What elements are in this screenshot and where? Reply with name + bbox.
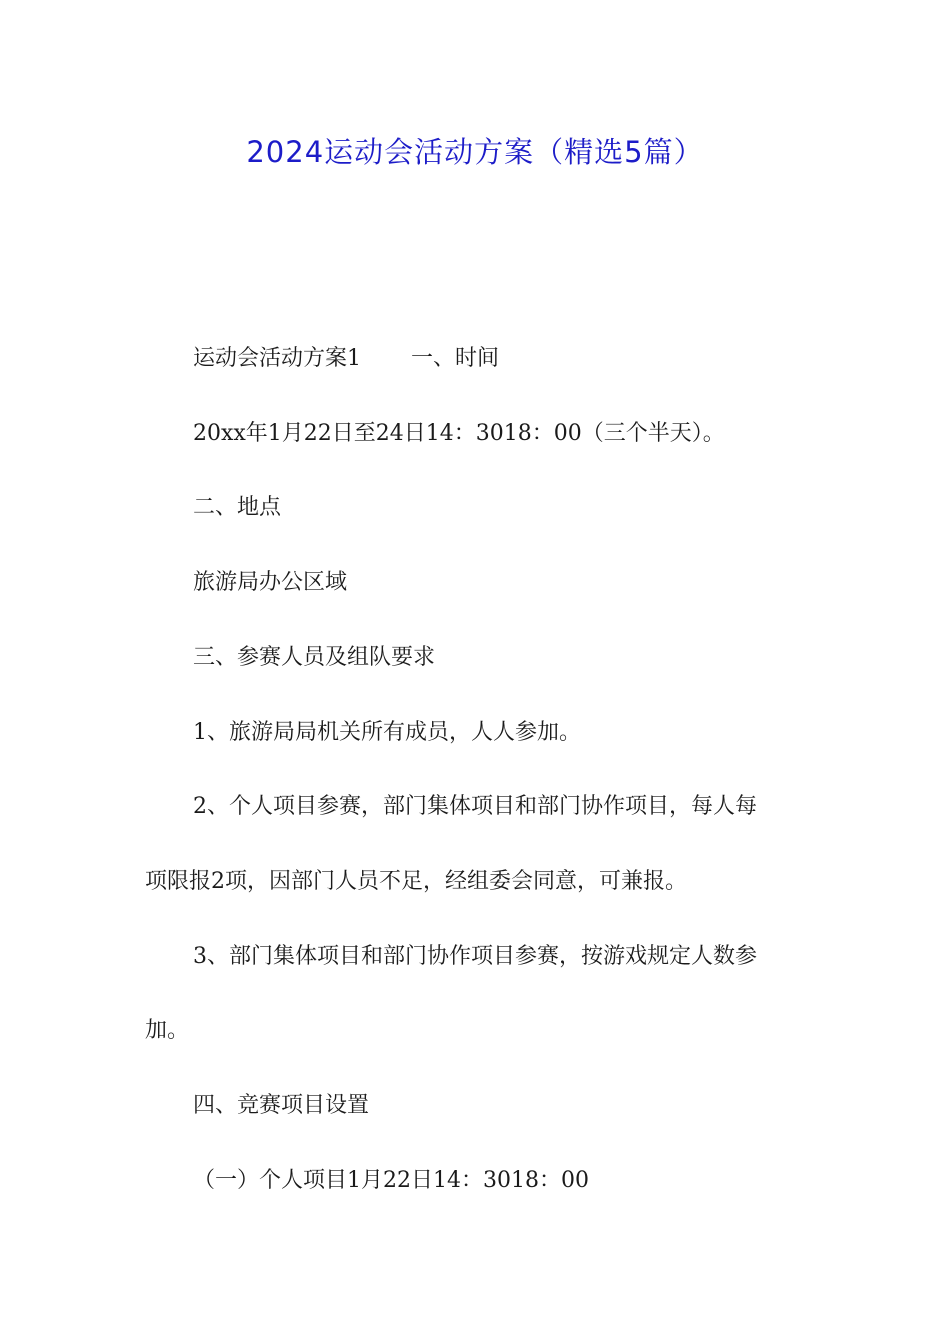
paragraph-participants-3-line2: 加。	[145, 1018, 190, 1043]
section-participants-heading: 三、参赛人员及组队要求	[193, 645, 436, 670]
paragraph-individual-events: （一）个人项目1月22日14：3018：00	[193, 1168, 589, 1193]
paragraph-participants-1: 1、旅游局局机关所有成员，人人参加。	[193, 720, 581, 745]
section-events-heading: 四、竞赛项目设置	[193, 1093, 370, 1118]
section-time-heading: 一、时间	[411, 346, 500, 371]
plan-heading-text: 运动会活动方案1	[193, 346, 361, 371]
paragraph-participants-2-line1: 2、个人项目参赛，部门集体项目和部门协作项目，每人每	[193, 794, 757, 819]
section-location-heading: 二、地点	[193, 495, 282, 520]
paragraph-time-detail: 20xx年1月22日至24日14：3018：00（三个半天）。	[193, 421, 725, 446]
paragraph-participants-2-line2: 项限报2项，因部门人员不足，经组委会同意，可兼报。	[145, 869, 687, 894]
paragraph-participants-3-line1: 3、部门集体项目和部门协作项目参赛，按游戏规定人数参	[193, 944, 757, 969]
paragraph-location-detail: 旅游局办公区域	[193, 570, 348, 595]
document-title: 2024运动会活动方案（精选5篇）	[246, 135, 704, 169]
paragraph-plan-heading	[145, 341, 873, 377]
